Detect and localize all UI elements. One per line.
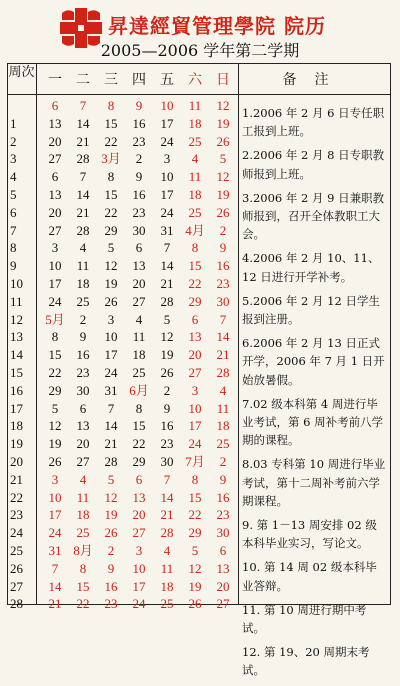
day-cell: 9 [219, 471, 227, 487]
day-cell: 22 [188, 507, 202, 523]
day-cell: 8 [191, 471, 199, 487]
day-cell: 20 [48, 133, 62, 149]
note-item: 8.03 专科第 10 周进行毕业考试，第十二周补考前六学期课程。 [242, 457, 386, 508]
day-cell: 3 [135, 543, 143, 558]
day-cell: 28 [104, 454, 118, 469]
week-number: 26 [10, 560, 23, 576]
week-number: 28 [10, 596, 23, 612]
day-cell: 27 [188, 365, 202, 380]
day-cell: 30 [216, 293, 230, 309]
day-cell: 8 [107, 169, 115, 185]
day-cell: 5 [219, 151, 227, 167]
day-cell: 15 [48, 347, 62, 363]
day-cell: 5月 [45, 311, 65, 327]
day-cell: 29 [132, 454, 146, 469]
day-cell: 15 [76, 578, 90, 594]
day-cell: 22 [132, 436, 146, 452]
day-cell: 16 [216, 489, 230, 505]
day-cell: 10 [188, 400, 202, 416]
day-cell: 22 [104, 204, 118, 220]
note-item: 10. 第 14 周 02 级本科毕业答辩。 [242, 560, 377, 593]
day-cell: 23 [216, 276, 230, 291]
weekday-header: 五 [160, 72, 174, 88]
note-item: 12. 第 19、20 周期末考试。 [242, 645, 370, 678]
day-cell: 27 [48, 151, 62, 167]
day-cell: 25 [216, 436, 230, 452]
day-cell: 16 [104, 578, 118, 594]
day-cell: 30 [132, 222, 146, 238]
day-cell: 3 [163, 151, 171, 167]
day-cell: 7 [219, 311, 227, 327]
week-number: 3 [10, 151, 17, 167]
day-cell: 21 [104, 436, 118, 452]
notes-column-header: 备注 [282, 72, 347, 88]
day-cell: 8 [107, 98, 115, 113]
week-number: 23 [10, 507, 23, 523]
day-cell: 7 [79, 169, 87, 185]
weekday-header: 四 [132, 72, 146, 88]
day-cell: 15 [132, 418, 146, 434]
day-cell: 25 [76, 525, 90, 541]
header-divider [7, 94, 391, 95]
day-cell: 11 [160, 560, 174, 576]
day-cell: 11 [132, 329, 146, 345]
day-cell: 16 [160, 418, 174, 434]
day-cell: 10 [132, 560, 146, 576]
week-number: 2 [10, 133, 17, 149]
day-cell: 20 [48, 204, 62, 220]
day-cell: 7 [107, 400, 115, 416]
day-cell: 26 [160, 365, 174, 380]
day-cell: 11 [76, 489, 90, 505]
day-cell: 7 [51, 560, 59, 576]
day-cell: 9 [135, 169, 143, 185]
day-cell: 25 [132, 365, 146, 380]
notes-list [242, 104, 388, 686]
day-cell: 28 [76, 151, 90, 167]
day-cell: 4 [163, 543, 171, 558]
day-cell: 6 [135, 471, 143, 487]
day-cell: 3 [191, 382, 199, 398]
week-number: 16 [10, 382, 23, 398]
day-cell: 26 [104, 293, 118, 309]
day-cell: 9 [79, 329, 87, 345]
day-cell: 15 [188, 489, 202, 505]
weekday-header: 一 [48, 72, 62, 88]
day-cell: 29 [188, 293, 202, 309]
day-cell: 18 [132, 347, 146, 363]
day-cell: 4 [135, 311, 143, 327]
week-number: 1 [10, 115, 17, 131]
day-cell: 21 [48, 596, 62, 612]
day-cell: 17 [132, 578, 146, 594]
day-cell: 21 [160, 276, 174, 291]
day-cell: 16 [132, 187, 146, 202]
day-cell: 4 [219, 382, 227, 398]
day-cell: 27 [132, 525, 146, 541]
day-cell: 7 [163, 471, 171, 487]
day-cell: 28 [160, 293, 174, 309]
day-cell: 13 [48, 187, 62, 202]
day-cell: 9 [219, 240, 227, 256]
day-cell: 20 [132, 276, 146, 291]
day-cell: 26 [48, 454, 62, 469]
day-cell: 24 [188, 436, 202, 452]
day-cell: 13 [188, 329, 202, 345]
day-cell: 2 [219, 454, 227, 469]
day-cell: 2 [135, 151, 143, 167]
day-cell: 10 [160, 169, 174, 185]
day-cell: 25 [76, 293, 90, 309]
week-number: 21 [10, 471, 23, 487]
note-item: 6.2006 年 2 月 13 日正式开学，2006 年 7 月 1 日开始放暑假。 [242, 336, 385, 387]
note-item: 3.2006 年 2 月 9 日兼职教师报到，召开全体教职工大会。 [242, 190, 385, 242]
week-number: 14 [10, 347, 23, 363]
day-cell: 19 [104, 507, 118, 523]
week-number: 19 [10, 436, 23, 452]
weekday-header: 三 [104, 72, 118, 88]
day-cell: 27 [216, 596, 230, 612]
day-cell: 12 [216, 169, 230, 185]
day-cell: 31 [160, 222, 174, 238]
day-cell: 8 [79, 560, 87, 576]
day-cell: 22 [188, 276, 202, 291]
week-number: 25 [10, 543, 23, 558]
day-cell: 22 [76, 596, 90, 612]
week-number: 15 [10, 365, 23, 380]
day-cell: 5 [51, 400, 59, 416]
day-cell: 17 [48, 507, 62, 523]
day-cell: 18 [188, 187, 202, 202]
day-cell: 10 [48, 258, 62, 274]
day-cell: 3 [107, 311, 115, 327]
day-cell: 4月 [185, 222, 205, 238]
day-cell: 7 [79, 98, 87, 113]
day-cell: 19 [216, 187, 230, 202]
week-number: 7 [10, 222, 17, 238]
week-number: 6 [10, 204, 17, 220]
day-cell: 12 [104, 489, 118, 505]
day-cell: 29 [188, 525, 202, 541]
day-cell: 2 [163, 382, 171, 398]
day-cell: 10 [160, 98, 174, 113]
day-cell: 11 [216, 400, 230, 416]
day-cell: 23 [160, 436, 174, 452]
day-cell: 5 [191, 543, 199, 558]
day-cell: 7月 [185, 454, 205, 469]
day-cell: 18 [160, 578, 174, 594]
day-cell: 24 [160, 204, 174, 220]
day-cell: 28 [160, 525, 174, 541]
day-cell: 13 [76, 418, 90, 434]
day-cell: 22 [48, 365, 62, 380]
day-cell: 8 [191, 240, 199, 256]
day-cell: 8 [51, 329, 59, 345]
day-cell: 16 [76, 347, 90, 363]
week-number: 20 [10, 454, 23, 469]
note-item: 11. 第 10 周进行期中考试。 [242, 602, 367, 636]
day-cell: 18 [76, 276, 90, 291]
day-cell: 13 [132, 258, 146, 274]
day-cell: 12 [216, 98, 230, 113]
day-cell: 2 [107, 543, 115, 558]
day-cell: 3 [51, 240, 59, 256]
day-cell: 8 [135, 400, 143, 416]
day-cell: 24 [48, 293, 62, 309]
week-number: 8 [10, 240, 17, 256]
day-cell: 14 [160, 258, 174, 274]
day-cell: 23 [132, 204, 146, 220]
week-column-divider [36, 63, 37, 605]
day-cell: 29 [48, 382, 62, 398]
day-cell: 17 [48, 276, 62, 291]
day-cell: 25 [188, 133, 202, 149]
day-cell: 6月 [129, 382, 149, 398]
day-cell: 24 [104, 365, 118, 380]
day-cell: 31 [104, 382, 118, 398]
day-cell: 18 [188, 115, 202, 131]
day-cell: 19 [160, 347, 174, 363]
note-item: 4.2006 年 2 月 10、11、12 日进行开学补考。 [242, 251, 380, 284]
day-cell: 14 [104, 418, 118, 434]
day-cell: 12 [104, 258, 118, 274]
day-cell: 16 [216, 258, 230, 274]
day-cell: 10 [104, 329, 118, 345]
day-cell: 18 [76, 507, 90, 523]
week-number: 27 [10, 578, 23, 594]
day-cell: 20 [132, 507, 146, 523]
day-cell: 15 [188, 258, 202, 274]
day-cell: 13 [48, 115, 62, 131]
day-cell: 13 [132, 489, 146, 505]
day-cell: 31 [48, 543, 62, 558]
day-cell: 14 [216, 329, 230, 345]
day-cell: 13 [216, 560, 230, 576]
day-cell: 23 [216, 507, 230, 523]
day-cell: 30 [160, 454, 174, 469]
day-cell: 17 [188, 418, 202, 434]
day-cell: 9 [107, 560, 115, 576]
day-cell: 21 [216, 347, 230, 363]
day-cell: 6 [79, 400, 87, 416]
day-cell: 11 [76, 258, 90, 274]
day-cell: 14 [76, 115, 90, 131]
day-cell: 15 [104, 187, 118, 202]
day-cell: 14 [76, 187, 90, 202]
note-item: 5.2006 年 2 月 12 日学生报到注册。 [242, 293, 380, 327]
day-cell: 18 [216, 418, 230, 434]
day-cell: 6 [51, 169, 59, 185]
day-cell: 28 [216, 365, 230, 380]
day-cell: 19 [216, 115, 230, 131]
day-cell: 11 [188, 98, 202, 113]
week-number: 9 [10, 258, 17, 274]
day-cell: 15 [104, 115, 118, 131]
day-cell: 2 [79, 311, 87, 327]
day-cell: 30 [216, 525, 230, 541]
day-cell: 20 [216, 578, 230, 594]
day-cell: 19 [188, 578, 202, 594]
weekday-header: 二 [76, 72, 90, 88]
weekday-header: 六 [188, 72, 202, 88]
day-cell: 11 [188, 169, 202, 185]
document-title: 昇達經貿管理學院 院历 [108, 14, 326, 38]
day-cell: 9 [163, 400, 171, 416]
day-cell: 4 [191, 151, 199, 167]
day-cell: 3 [51, 471, 59, 487]
day-cell: 2 [219, 222, 227, 238]
day-cell: 12 [160, 329, 174, 345]
day-cell: 4 [79, 471, 87, 487]
day-cell: 6 [51, 98, 59, 113]
day-cell: 19 [104, 276, 118, 291]
day-cell: 20 [76, 436, 90, 452]
day-cell: 5 [107, 471, 115, 487]
day-cell: 24 [160, 133, 174, 149]
day-cell: 30 [76, 382, 90, 398]
day-cell: 21 [76, 204, 90, 220]
note-item: 1.2006 年 2 月 6 日专任职工报到上班。 [242, 106, 385, 139]
day-cell: 29 [104, 222, 118, 238]
day-cell: 27 [48, 222, 62, 238]
day-cell: 10 [48, 489, 62, 505]
day-cell: 6 [191, 311, 199, 327]
day-cell: 7 [163, 240, 171, 256]
week-number: 4 [10, 169, 17, 185]
day-cell: 14 [48, 578, 62, 594]
week-number: 18 [10, 418, 23, 434]
week-number: 24 [10, 525, 23, 541]
day-cell: 26 [188, 596, 202, 612]
week-number: 11 [10, 293, 23, 309]
day-cell: 23 [104, 596, 118, 612]
day-cell: 26 [216, 204, 230, 220]
day-cell: 27 [76, 454, 90, 469]
day-cell: 22 [104, 133, 118, 149]
day-cell: 5 [107, 240, 115, 256]
week-number: 10 [10, 276, 23, 291]
day-cell: 6 [219, 543, 227, 558]
week-number: 5 [10, 187, 17, 202]
weekday-header: 日 [216, 72, 230, 88]
day-cell: 17 [104, 347, 118, 363]
week-number: 17 [10, 400, 23, 416]
day-cell: 8月 [73, 543, 93, 558]
week-number: 13 [10, 329, 23, 345]
day-cell: 20 [188, 347, 202, 363]
day-cell: 16 [132, 115, 146, 131]
week-column-header: 周次 [8, 65, 35, 80]
day-cell: 6 [135, 240, 143, 256]
note-item: 9. 第 1－13 周安排 02 级本科毕业实习，写论文。 [242, 518, 377, 551]
day-cell: 21 [160, 507, 174, 523]
day-cell: 28 [76, 222, 90, 238]
notes-column-divider [238, 63, 239, 605]
day-cell: 25 [160, 596, 174, 612]
day-cell: 4 [79, 240, 87, 256]
day-cell: 3月 [101, 151, 121, 167]
day-cell: 5 [163, 311, 171, 327]
day-cell: 12 [48, 418, 62, 434]
header [0, 0, 400, 60]
day-cell: 23 [76, 365, 90, 380]
week-number: 12 [10, 311, 23, 327]
day-cell: 26 [216, 133, 230, 149]
day-cell: 9 [135, 98, 143, 113]
week-number: 22 [10, 489, 23, 505]
day-cell: 14 [160, 489, 174, 505]
day-cell: 23 [132, 133, 146, 149]
day-cell: 17 [160, 115, 174, 131]
note-item: 2.2006 年 2 月 8 日专职教师报到上班。 [242, 148, 385, 181]
day-cell: 24 [48, 525, 62, 541]
document-subtitle: 2005—2006 学年第二学期 [100, 41, 300, 60]
day-cell: 26 [104, 525, 118, 541]
day-cell: 17 [160, 187, 174, 202]
note-item: 7.02 级本科第 4 周进行毕业考试，第 6 周补考前八学期的课程。 [242, 396, 384, 448]
day-cell: 24 [132, 596, 146, 612]
day-cell: 12 [188, 560, 202, 576]
day-cell: 19 [48, 436, 62, 452]
day-cell: 21 [76, 133, 90, 149]
day-cell: 25 [188, 204, 202, 220]
day-cell: 27 [132, 293, 146, 309]
